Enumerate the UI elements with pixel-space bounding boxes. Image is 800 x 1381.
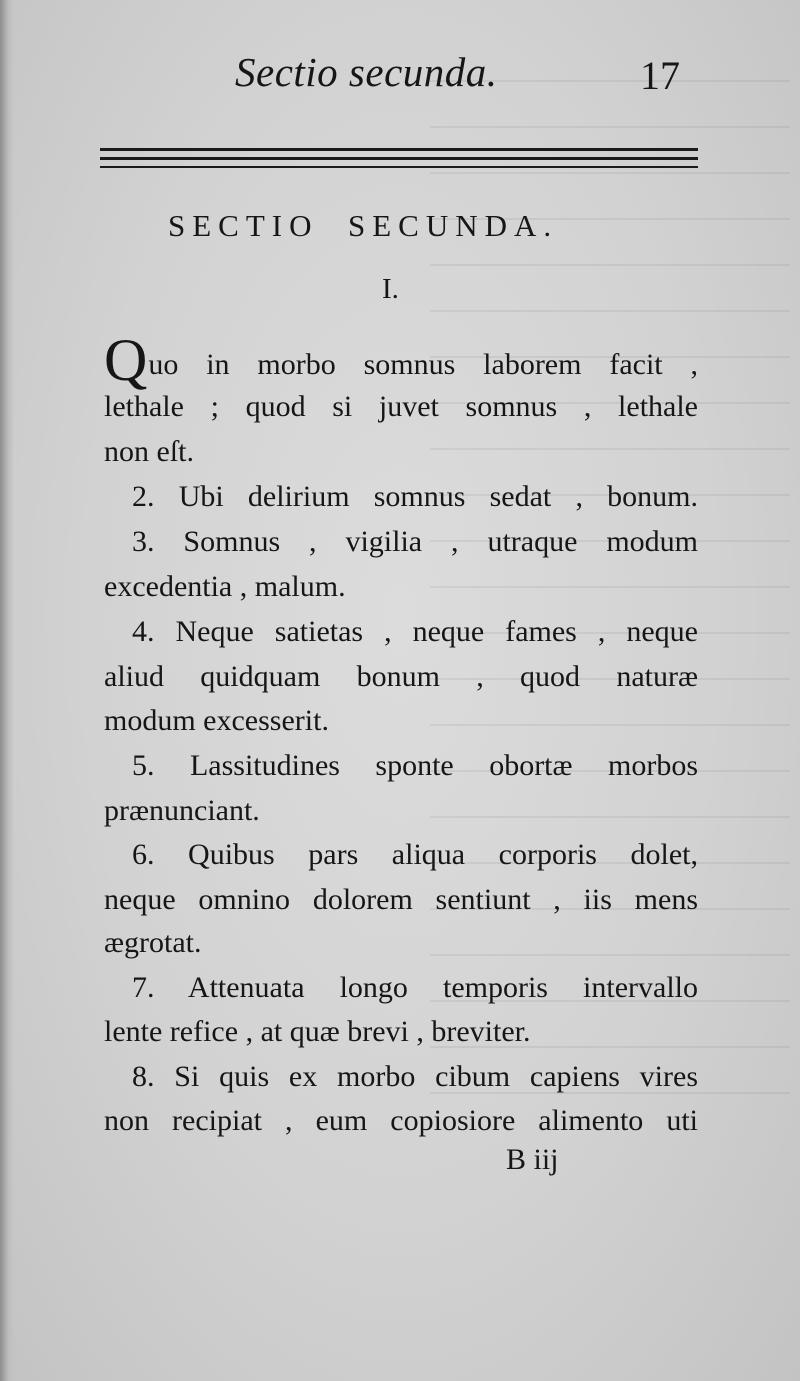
text-line-18: non recipiat , eum copiosiore alimento uti <box>104 1104 698 1137</box>
text-line-11: prænunciant. <box>104 794 260 827</box>
header-rule-middle <box>100 157 698 160</box>
text-line-2: lethale ; quod si juvet somnus , lethale <box>104 390 698 423</box>
text-line-6: excedentia , malum. <box>104 570 346 603</box>
text-line-17: 8. Si quis ex morbo cibum capiens vires <box>132 1060 698 1093</box>
page-number: 17 <box>640 53 680 98</box>
text-line-10: 5. Lassitudines sponte obortæ morbos <box>132 749 698 782</box>
text-line-1-body: uo in morbo somnus laborem facit , <box>148 348 698 381</box>
page-binding-edge <box>0 0 14 1381</box>
header-rule-bottom <box>100 166 698 168</box>
section-numeral: I. <box>382 273 399 305</box>
text-line-4: 2. Ubi delirium somnus sedat , bonum. <box>132 480 698 513</box>
text-line-15: 7. Attenuata longo temporis intervallo <box>132 971 698 1004</box>
text-line-3: non eſt. <box>104 435 194 468</box>
header-rule-top <box>100 148 698 151</box>
text-line-8: aliud quidquam bonum , quod naturæ <box>104 660 698 693</box>
text-line-14: ægrotat. <box>104 926 202 959</box>
text-line-16: lente refice , at quæ brevi , breviter. <box>104 1015 531 1048</box>
signature-mark: B iij <box>506 1143 559 1176</box>
text-line-7: 4. Neque satietas , neque fames , neque <box>132 615 698 648</box>
text-line-9: modum excesserit. <box>104 704 329 737</box>
text-line-12: 6. Quibus pars aliqua corporis dolet, <box>132 838 698 871</box>
running-title: Sectio secunda. <box>235 49 498 95</box>
section-heading: SECTIO SECUNDA. <box>168 208 559 243</box>
drop-cap: Q <box>104 327 148 393</box>
text-line-13: neque omnino dolorem sentiunt , iis mens <box>104 883 698 916</box>
text-line-1 <box>104 327 698 393</box>
text-line-5: 3. Somnus , vigilia , utraque modum <box>132 525 698 558</box>
